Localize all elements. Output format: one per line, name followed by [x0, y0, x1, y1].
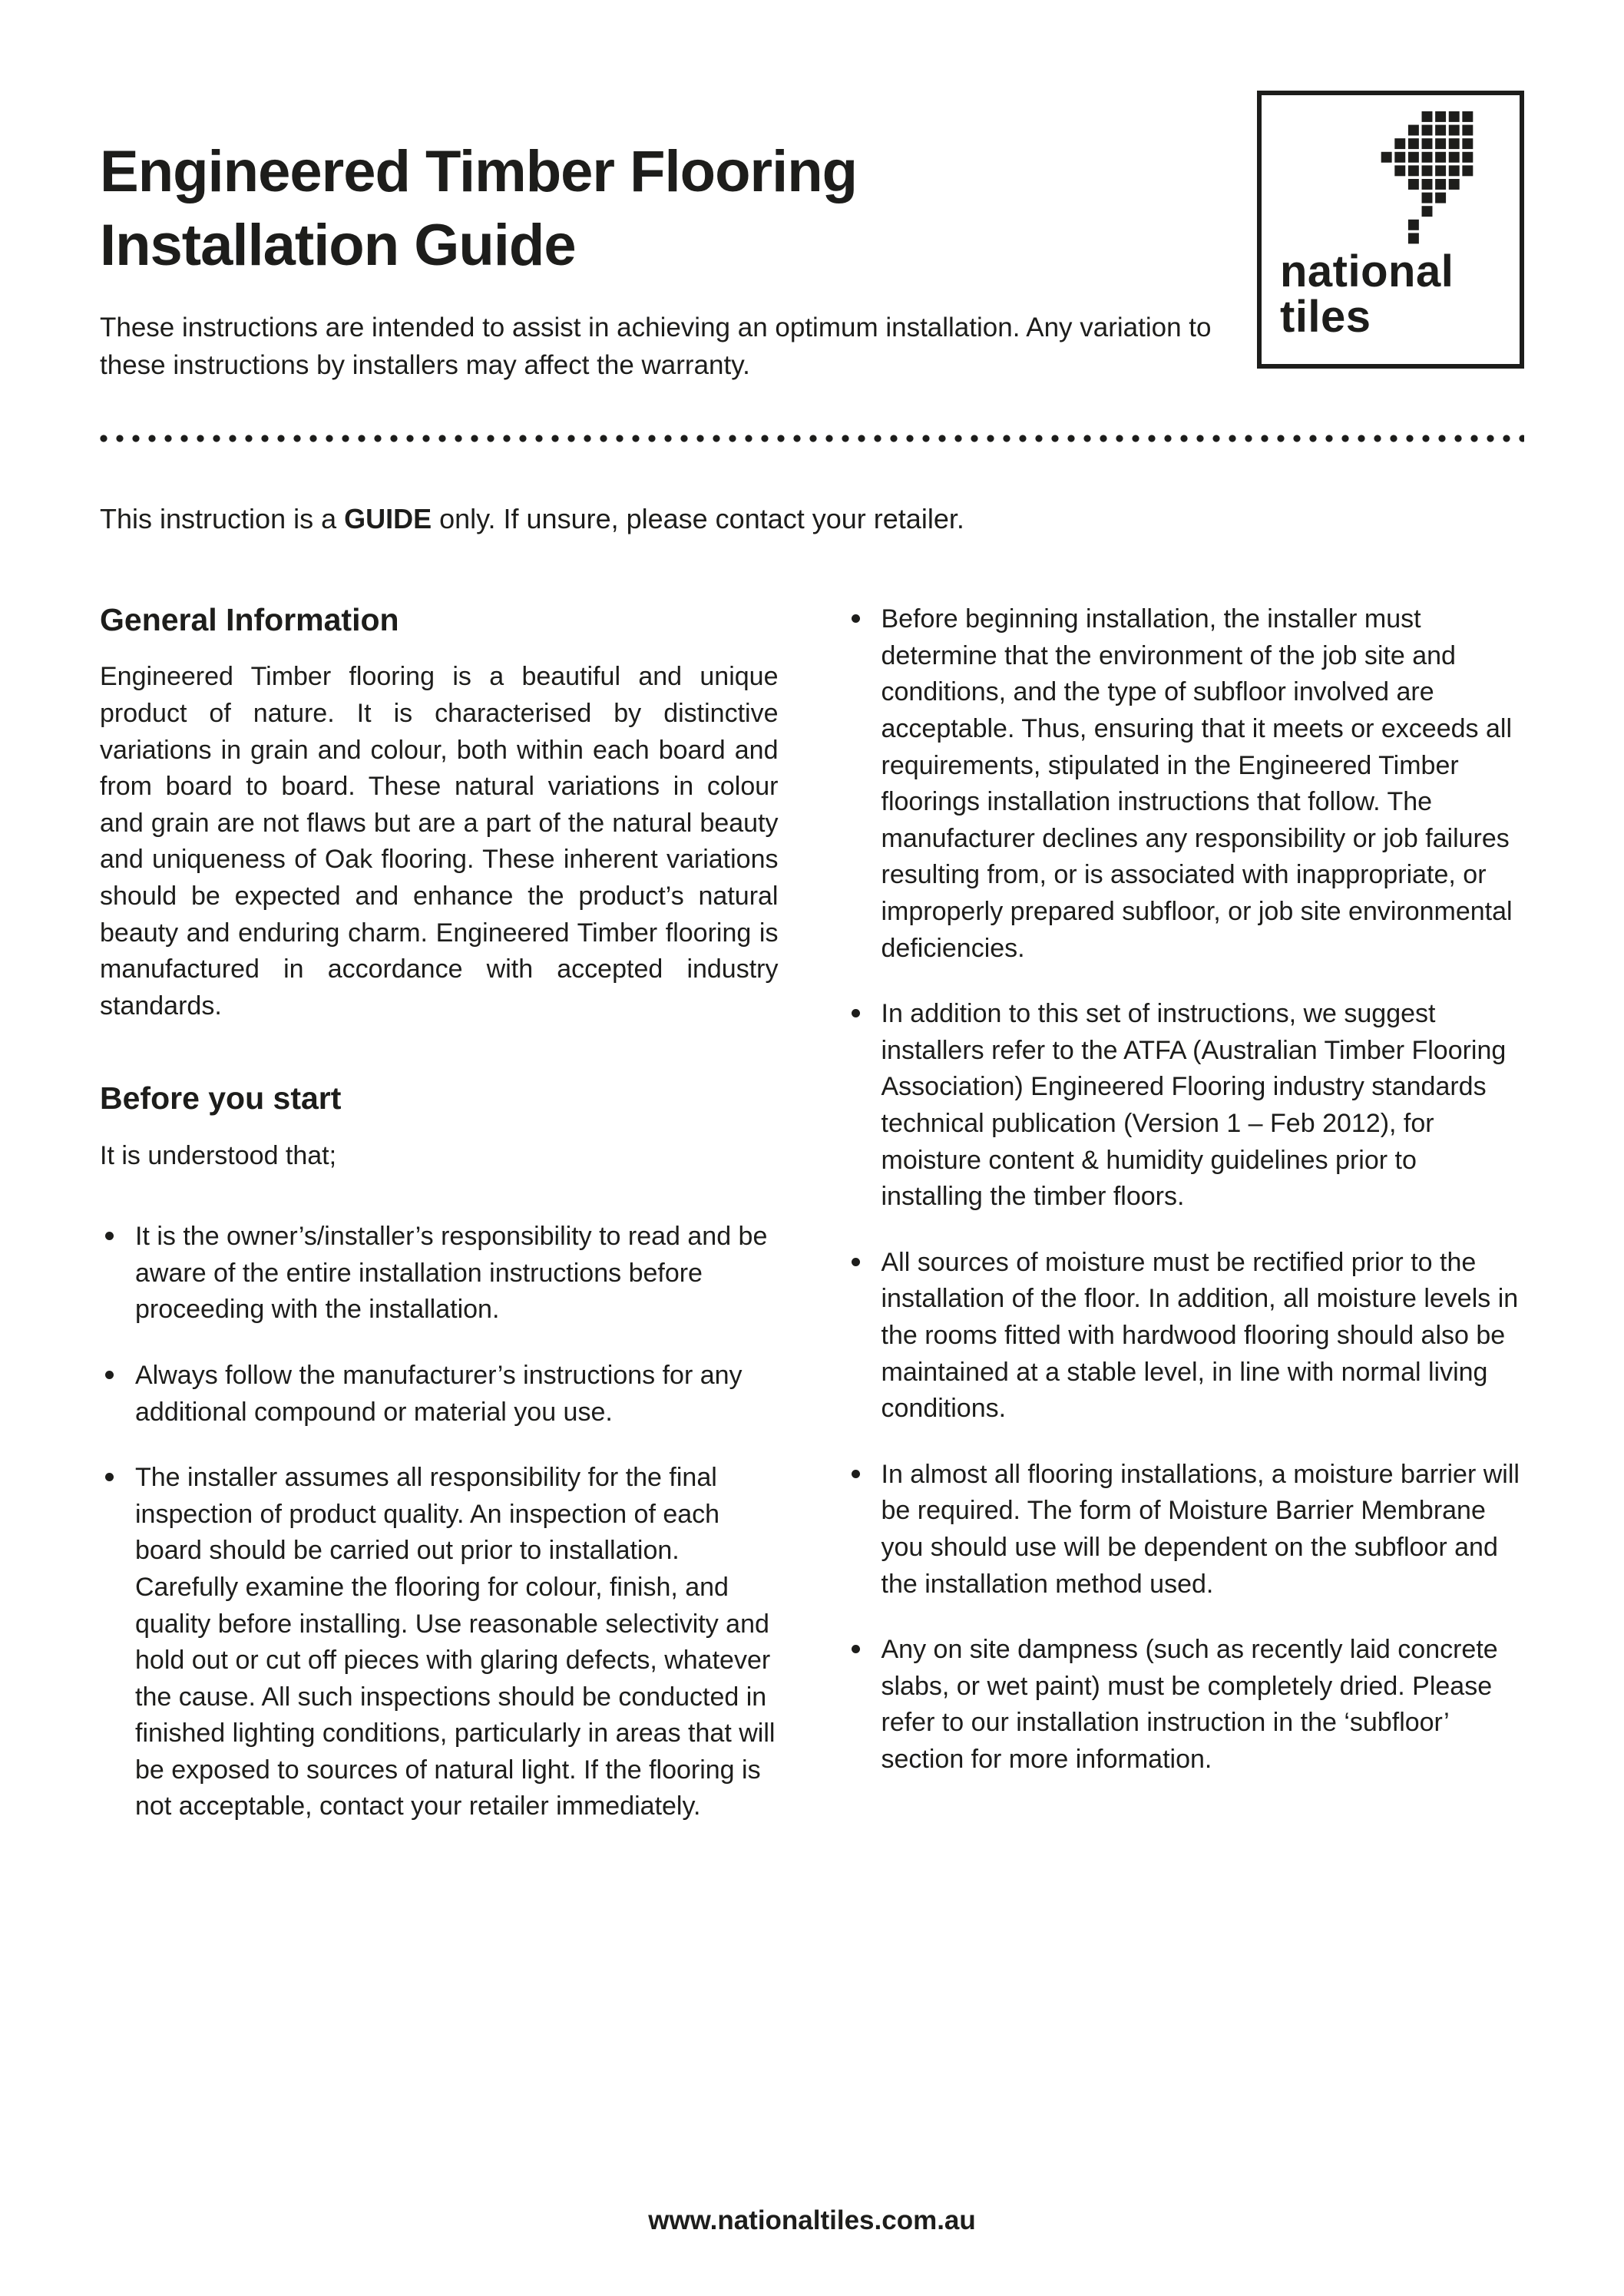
section-before-you-start	[100, 1080, 779, 1825]
section-heading-before-you-start: Before you start	[100, 1080, 342, 1117]
title-block	[100, 135, 1236, 385]
before-you-start-bullet-list	[100, 1219, 779, 1825]
content-columns	[100, 601, 1524, 1854]
list-item: It is the owner’s/installer’s responsibility to read and be aware of the entire installation instructions before proceeding with the installation.	[100, 1219, 779, 1328]
intro-prefix: This instruction is a	[100, 502, 345, 534]
installation-notes-bullet-list	[846, 601, 1525, 1778]
mosaic-tiles-icon	[1364, 109, 1481, 249]
before-you-start-lead: It is understood that;	[100, 1140, 337, 1170]
right-column	[846, 601, 1525, 1854]
list-item: Before beginning installation, the installer must determine that the environment of the job site and conditions, and the type of subfloor involved are acceptable. Thus, ensuring that it meets or exceeds all requirements, stipulated in the Engineered Timber floorings installation instructions that follow. The manufacturer declines any responsibility or job failures resulting from, or is associated with inappropriate, or improperly prepared subfloor, or job site environmental deficiencies.	[846, 601, 1525, 967]
section-general-information	[100, 601, 779, 1024]
list-item: All sources of moisture must be rectified prior to the installation of the floor. In addition, all moisture levels in the rooms fitted with hardwood flooring should also be maintained at a stable level, in line with normal living conditions.	[846, 1245, 1525, 1428]
footer-url: www.nationaltiles.com.au	[648, 2205, 976, 2235]
dotted-divider	[100, 434, 1524, 443]
page-subtitle: These instructions are intended to assist in achieving an optimum installation. Any variation to these instructions by installers may affect the warranty.	[100, 312, 1212, 381]
general-information-body: Engineered Timber flooring is a beautiful and unique product of nature. It is characterised by distinctive variations in grain and colour, both within each board and from board to board. These natural variations in colour and grain are not flaws but are a part of the natural beauty and uniqueness of Oak flooring. These inherent variations should be expected and enhance the product’s natural beauty and enduring charm. Engineered Timber flooring is manufactured in accordance with accepted industry standards.	[100, 662, 779, 1021]
page-title-line2: Installation Guide	[100, 212, 576, 278]
logo-word-tiles: tiles	[1280, 292, 1371, 342]
list-item: The installer assumes all responsibility for the final inspection of product quality. An inspection of each board should be carried out prior to installation. Carefully examine the flooring for colour, finish, and quality before installing. Use reasonable selectivity and hold out or cut off pieces with glaring defects, whatever the cause. All such inspections should be conducted in finished lighting conditions, particularly in areas that will be exposed to sources of natural light. If the flooring is not acceptable, contact your retailer immediately.	[100, 1460, 779, 1825]
list-item: In almost all flooring installations, a moisture barrier will be required. The form of Moisture Barrier Membrane you should use will be dependent on the subfloor and the installation method used.	[846, 1457, 1525, 1603]
header	[100, 91, 1524, 385]
left-column	[100, 601, 779, 1854]
list-item: Always follow the manufacturer’s instructions for any additional compound or material you use.	[100, 1358, 779, 1431]
intro-line	[100, 500, 1524, 538]
list-item: In addition to this set of instructions, we suggest installers refer to the ATFA (Australian Timber Flooring Association) Engineered Flooring industry standards technical publication (Version 1 – Feb 2012), for moisture content & humidity guidelines prior to installing the timber floors.	[846, 996, 1525, 1216]
national-tiles-logo	[1257, 91, 1524, 369]
intro-suffix: only. If unsure, please contact your retailer.	[432, 502, 964, 534]
list-item: Any on site dampness (such as recently laid concrete slabs, or wet paint) must be completely dried. Please refer to our installation instruction in the ‘subfloor’ section for more information.	[846, 1632, 1525, 1778]
page-title-line1: Engineered Timber Flooring	[100, 139, 858, 204]
intro-guide-word: GUIDE	[344, 502, 432, 534]
logo-word-national: national	[1280, 246, 1454, 296]
page-title	[100, 135, 1236, 283]
section-heading-general-information: General Information	[100, 602, 399, 638]
